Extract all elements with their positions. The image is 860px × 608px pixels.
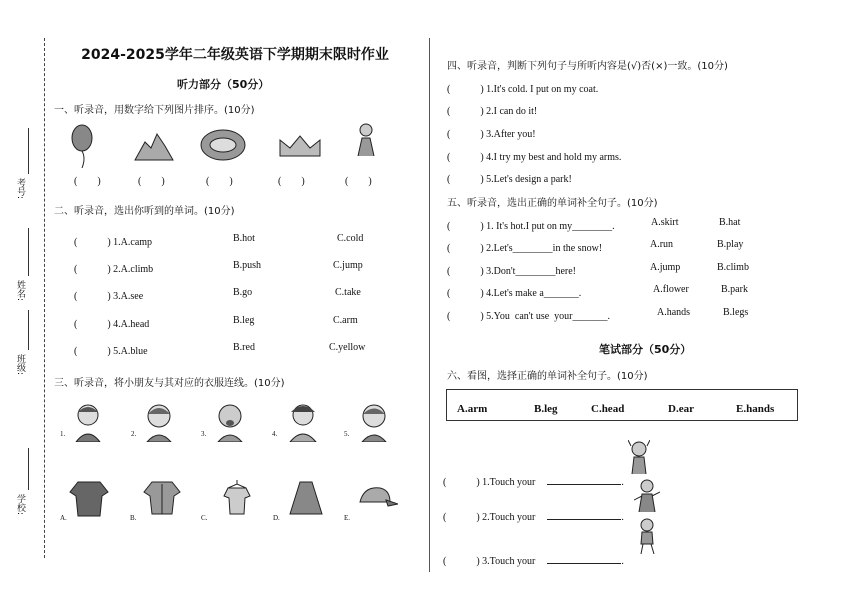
q4-row-1[interactable]: ( ) 1.It's cold. I put on my coat. (447, 84, 599, 95)
child-climbing-picture (352, 122, 380, 158)
kid-3-picture[interactable] (214, 402, 246, 442)
q6-row-1-text: ( ) 1.Touch your (443, 477, 536, 488)
q2-row-3-choice-a[interactable]: ( ) 3.A.see (74, 291, 144, 302)
clothes-label-e: E. (344, 514, 351, 522)
q2-row-4-choice-a[interactable]: ( ) 4.A.head (74, 319, 150, 330)
clothes-label-d: D. (273, 514, 280, 522)
q5-row-1-choice-a[interactable]: A.skirt (651, 217, 679, 228)
q2-row-4-choice-c[interactable]: C.arm (333, 315, 358, 326)
column-divider (429, 38, 430, 572)
clothes-label-b: B. (130, 514, 137, 522)
q6-row-2-blank[interactable] (547, 519, 621, 520)
q2-row-5-choice-a[interactable]: ( ) 5.A.blue (74, 346, 148, 357)
q6-row-2[interactable] (438, 497, 624, 523)
section-3-title: 三、听录音，将小朋友与其对应的衣服连线。(10分) (54, 378, 285, 389)
child-touching-arm-picture (634, 478, 660, 512)
q5-row-4[interactable]: ( ) 4.Let's make a_______. (447, 288, 582, 299)
answer-blank-3[interactable]: ( ) (206, 176, 233, 187)
q6-row-3-blank[interactable] (547, 563, 621, 564)
answer-blank-4[interactable]: ( ) (278, 176, 305, 187)
jacket-picture[interactable] (142, 478, 182, 518)
q5-row-5-choice-b[interactable]: B.legs (723, 307, 749, 318)
answer-blank-5[interactable]: ( ) (345, 176, 372, 187)
q2-row-3-choice-c[interactable]: C.take (335, 287, 361, 298)
q5-row-5-choice-a[interactable]: A.hands (657, 307, 691, 318)
q2-row-1-choice-a[interactable]: ( ) 1.A.camp (74, 237, 153, 248)
kid-4-picture[interactable] (286, 402, 320, 442)
crown-picture (277, 132, 323, 160)
kid-5-picture[interactable] (358, 402, 390, 442)
q2-row-5-choice-b[interactable]: B.red (233, 342, 255, 353)
q4-row-4[interactable]: ( ) 4.I try my best and hold my arms. (447, 152, 622, 163)
q4-row-3[interactable]: ( ) 3.After you! (447, 129, 536, 140)
q2-row-3-choice-b[interactable]: B.go (233, 287, 253, 298)
q2-row-4-choice-b[interactable]: B.leg (233, 315, 255, 326)
shirt-on-hanger-picture[interactable] (222, 478, 252, 518)
balloon-picture (70, 124, 96, 168)
section-1-title: 一、听录音，用数字给下列图片排序。(10分) (54, 105, 255, 116)
q5-row-4-choice-b[interactable]: B.park (721, 284, 748, 295)
q2-row-1-choice-c[interactable]: C.cold (337, 233, 364, 244)
q5-row-3-choice-b[interactable]: B.climb (717, 262, 749, 273)
kid-number-3: 3. (201, 430, 207, 438)
clothes-label-a: A. (60, 514, 67, 522)
word-bank-ear: D.ear (668, 403, 694, 415)
skirt-picture[interactable] (288, 478, 324, 518)
word-bank-arm: A.arm (457, 403, 488, 415)
q5-row-4-choice-a[interactable]: A.flower (653, 284, 689, 295)
q5-row-3-choice-a[interactable]: A.jump (650, 262, 681, 273)
kid-number-5: 5. (344, 430, 350, 438)
rock-picture (200, 128, 246, 162)
q6-row-2-text: ( ) 2.Touch your (443, 512, 536, 523)
page-title: 2024-2025学年二年级英语下学期期末限时作业 (81, 47, 389, 63)
answer-blank-2[interactable]: ( ) (138, 176, 165, 187)
word-bank-hands: E.hands (736, 403, 775, 415)
sweater-picture[interactable] (68, 478, 110, 518)
margin-blank-school[interactable] (28, 448, 29, 490)
margin-label-name: 姓名: (15, 280, 25, 302)
listening-heading: 听力部分（50分） (177, 78, 270, 91)
margin-blank-class[interactable] (28, 310, 29, 350)
q4-row-5[interactable]: ( ) 5.Let's design a park! (447, 174, 572, 185)
q5-row-3[interactable]: ( ) 3.Don't________here! (447, 266, 576, 277)
q6-row-1-blank[interactable] (547, 484, 621, 485)
kid-number-1: 1. (60, 430, 66, 438)
margin-label-exam-no: 考号: (15, 178, 25, 200)
q5-row-1[interactable]: ( ) 1. It's hot.I put on my________. (447, 221, 615, 232)
q5-row-2-choice-b[interactable]: B.play (717, 239, 744, 250)
q2-row-2-choice-c[interactable]: C.jump (333, 260, 363, 271)
margin-blank-name[interactable] (28, 228, 29, 276)
answer-blank-1[interactable]: ( ) (74, 176, 101, 187)
kid-number-4: 4. (272, 430, 278, 438)
binding-dashed-line (44, 38, 45, 558)
q5-row-1-choice-b[interactable]: B.hat (719, 217, 741, 228)
q2-row-2-choice-b[interactable]: B.push (233, 260, 262, 271)
written-heading: 笔试部分（50分） (599, 343, 692, 356)
section-6-title: 六、看图，选择正确的单词补全句子。(10分) (447, 371, 648, 382)
kid-2-picture[interactable] (143, 402, 175, 442)
q6-row-2-end: . (621, 512, 624, 523)
q2-row-1-choice-b[interactable]: B.hot (233, 233, 255, 244)
word-bank-box (446, 389, 798, 421)
child-touching-head-picture (628, 440, 650, 474)
child-touching-leg-picture (636, 518, 658, 554)
word-bank-leg: B.leg (534, 403, 558, 415)
q2-row-5-choice-c[interactable]: C.yellow (329, 342, 366, 353)
q5-row-2-choice-a[interactable]: A.run (650, 239, 674, 250)
q6-row-3-end: . (621, 556, 624, 567)
section-5-title: 五、听录音，选出正确的单词补全句子。(10分) (447, 198, 658, 209)
q2-row-2-choice-a[interactable]: ( ) 2.A.climb (74, 264, 154, 275)
kid-1-picture[interactable] (72, 402, 104, 442)
q6-row-1[interactable] (438, 462, 624, 488)
word-bank-head: C.head (591, 403, 625, 415)
q5-row-5[interactable]: ( ) 5.You can't use your_______. (447, 311, 610, 322)
q6-row-3[interactable] (438, 541, 624, 567)
section-4-title: 四、听录音，判断下列句子与所听内容是(√)否(×)一致。(10分) (447, 61, 728, 72)
q6-row-3-text: ( ) 3.Touch your (443, 556, 536, 567)
margin-label-school: 学校: (15, 494, 25, 516)
q4-row-2[interactable]: ( ) 2.I can do it! (447, 106, 538, 117)
section-2-title: 二、听录音，选出你听到的单词。(10分) (54, 206, 235, 217)
kid-number-2: 2. (131, 430, 137, 438)
margin-blank-exam-no[interactable] (28, 128, 29, 174)
mountain-picture (133, 130, 175, 162)
q6-row-1-end: . (621, 477, 624, 488)
margin-label-class: 班级: (15, 354, 25, 376)
clothes-label-c: C. (201, 514, 208, 522)
cap-picture[interactable] (356, 484, 398, 512)
q5-row-2[interactable]: ( ) 2.Let's________in the snow! (447, 243, 603, 254)
